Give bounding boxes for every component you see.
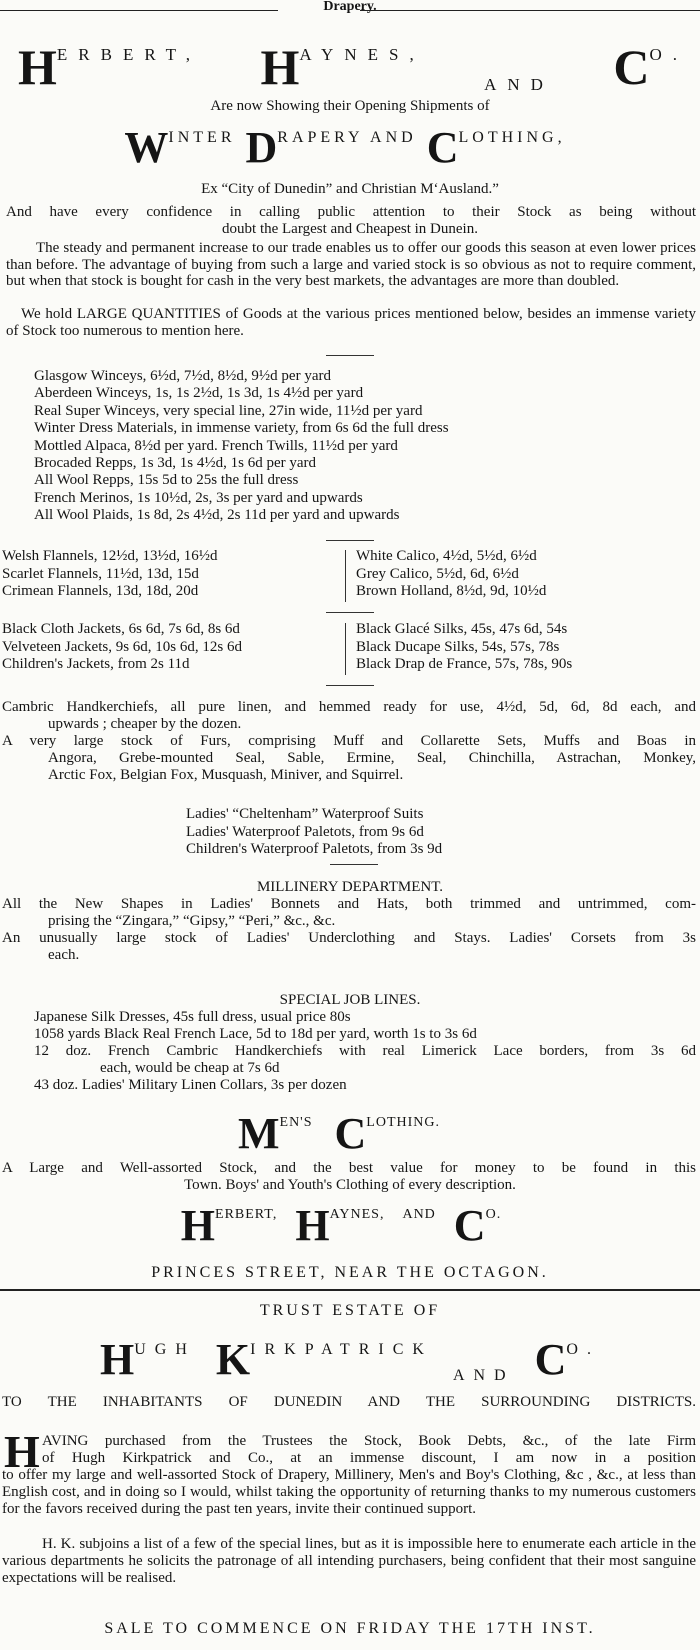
flannel-item: Crimean Flannels, 13d, 18d, 20d bbox=[2, 583, 199, 599]
price-list-item: Brocaded Repps, 1s 3d, 1s 4½d, 1s 6d per yard bbox=[34, 455, 317, 472]
showing-line: Are now Showing their Opening Shipments of bbox=[210, 98, 490, 114]
waterproof-item: Children's Waterproof Paletots, from 3s 9d bbox=[186, 841, 443, 857]
name-smallcaps: RAPERY AND bbox=[277, 129, 417, 146]
job-lines-title: SPECIAL JOB LINES. bbox=[279, 992, 421, 1008]
name-word bbox=[124, 123, 236, 172]
ornament-divider bbox=[326, 540, 374, 541]
millinery-line-4: each. bbox=[48, 947, 80, 963]
name-smallcaps: ERBERT, bbox=[215, 1207, 278, 1222]
ornament-divider bbox=[326, 612, 374, 613]
name-initial: H bbox=[180, 1201, 216, 1250]
firm-name-kirkpatrick bbox=[100, 1330, 600, 1382]
furs-line-2: Angora, Grebe-mounted Seal, Sable, Ermine, Seal, Chinchilla, Astrachan, Monkey, bbox=[48, 750, 696, 766]
job-line-2: 1058 yards Black Real French Lace, 5d to 18d per yard, worth 1s to 3s 6d bbox=[34, 1026, 477, 1042]
millinery-line-3: An unusually large stock of Ladies' Underclothing and Stays. Ladies' Corsets from 3s bbox=[2, 930, 696, 946]
waterproof-item: Ladies' Waterproof Paletots, from 9s 6d bbox=[186, 823, 424, 840]
job-line-1: Japanese Silk Dresses, 45s full dress, usual price 80s bbox=[34, 1009, 351, 1025]
header-rule-right bbox=[360, 10, 700, 11]
firm-name-herbert-haynes bbox=[18, 39, 688, 95]
paragraph-trade: The steady and permanent increase to our trade enables us to offer our goods this season at even lower prices than before. The advantage of buying from such a large and varied stock is so obvious as not to require comment, but when that stock is bought for cash in the very best markets, the advantages are more than doubled. bbox=[6, 240, 696, 289]
body-paragraph-2: H. K. subjoins a list of a few of the special lines, but as it is impossible here to enumerate each article in the various departments he solicits the patronage of all intending purchasers, being confident that their most sanguine expectations will be realised. bbox=[2, 1536, 696, 1586]
name-initial: C bbox=[334, 1109, 367, 1158]
furs-line-1: A very large stock of Furs, comprising Muff and Collarette Sets, Muffs and Boas in bbox=[2, 733, 696, 749]
name-smallcaps: AYNES, bbox=[329, 1207, 385, 1222]
millinery-line-1: All the New Shapes in Ladies' Bonnets and Hats, both trimmed and untrimmed, com- bbox=[2, 896, 696, 912]
jacket-item: Velveteen Jackets, 9s 6d, 10s 6d, 12s 6d bbox=[2, 638, 242, 655]
furs-line-3: Arctic Fox, Belgian Fox, Musquash, Miniver, and Squirrel. bbox=[48, 767, 404, 783]
ornament-divider bbox=[326, 685, 374, 686]
column-divider bbox=[345, 623, 346, 675]
waterproof-item: Ladies' “Cheltenham” Waterproof Suits bbox=[186, 806, 424, 822]
name-smallcaps: AND bbox=[452, 1367, 515, 1384]
name-smallcaps: INTER bbox=[168, 129, 236, 146]
name-initial: H bbox=[100, 1335, 135, 1384]
name-word bbox=[180, 1201, 278, 1250]
section-title: Drapery. bbox=[323, 0, 377, 14]
trust-estate-line: TRUST ESTATE OF bbox=[259, 1302, 441, 1319]
name-initial: W bbox=[124, 123, 169, 172]
name-initial: C bbox=[426, 123, 459, 172]
cambric-line-2: upwards ; cheaper by the dozen. bbox=[48, 716, 242, 732]
sale-line: SALE TO COMMENCE ON FRIDAY THE 17TH INST. bbox=[104, 1620, 596, 1637]
flannel-item: Scarlet Flannels, 11½d, 13d, 15d bbox=[2, 565, 199, 582]
ornament-divider bbox=[326, 355, 374, 356]
name-smallcaps: AYNES, bbox=[299, 45, 425, 64]
name-word bbox=[453, 1364, 515, 1382]
name-word bbox=[18, 39, 202, 95]
body-dropcap: H bbox=[4, 1426, 40, 1477]
paragraph-quantities: We hold LARGE QUANTITIES of Goods at the various prices mentioned below, besides an immense variety of Stock too numerous to mention here. bbox=[6, 306, 696, 339]
name-word bbox=[426, 123, 566, 172]
section-header bbox=[0, 0, 700, 18]
name-word bbox=[100, 1335, 196, 1384]
name-initial: H bbox=[18, 39, 57, 95]
ornament-divider bbox=[330, 864, 378, 865]
name-smallcaps: LOTHING. bbox=[366, 1115, 440, 1130]
ad-separator bbox=[0, 1289, 700, 1291]
calico-item: Grey Calico, 5½d, 6d, 6½d bbox=[356, 565, 519, 582]
name-initial: C bbox=[613, 39, 650, 95]
calico-item: White Calico, 4½d, 5½d, 6½d bbox=[356, 548, 537, 564]
intro-line-2: doubt the Largest and Cheapest in Dunein. bbox=[222, 221, 478, 237]
price-list-item: Glasgow Winceys, 6½d, 7½d, 8½d, 9½d per yard bbox=[34, 368, 331, 384]
name-initial: H bbox=[260, 39, 300, 95]
millinery-title: MILLINERY DEPARTMENT. bbox=[256, 879, 444, 895]
name-smallcaps: ERBERT, bbox=[56, 45, 202, 64]
name-initial: K bbox=[215, 1335, 251, 1384]
name-word bbox=[402, 1207, 436, 1244]
address-line: PRINCES STREET, NEAR THE OCTAGON. bbox=[151, 1264, 549, 1281]
name-smallcaps: EN'S bbox=[279, 1115, 313, 1130]
name-smallcaps: UGH bbox=[134, 1341, 196, 1358]
name-word bbox=[245, 123, 417, 172]
name-initial: D bbox=[245, 123, 278, 172]
name-smallcaps: IRKPATRICK bbox=[250, 1341, 433, 1358]
silk-item: Black Glacé Silks, 45s, 47s 6d, 54s bbox=[356, 621, 568, 637]
job-line-5: 43 doz. Ladies' Military Linen Collars, 3s per dozen bbox=[34, 1077, 347, 1093]
silk-item: Black Drap de France, 57s, 78s, 90s bbox=[356, 656, 573, 672]
name-smallcaps: O. bbox=[485, 1207, 502, 1222]
jacket-item: Black Cloth Jackets, 6s 6d, 7s 6d, 8s 6d bbox=[2, 621, 240, 637]
firm-name-footer bbox=[0, 1201, 700, 1250]
price-list-item: All Wool Repps, 15s 5d to 25s the full dress bbox=[34, 472, 299, 489]
name-initial: C bbox=[534, 1335, 567, 1384]
name-word bbox=[453, 1201, 502, 1250]
price-list-item: Winter Dress Materials, in immense variety, from 6s 6d the full dress bbox=[34, 420, 449, 437]
name-word bbox=[260, 39, 425, 95]
name-initial: M bbox=[237, 1109, 280, 1158]
job-line-3: 12 doz. French Cambric Handkerchiefs with real Limerick Lace borders, from 3s 6d bbox=[34, 1043, 696, 1059]
flannels-column bbox=[2, 548, 217, 601]
name-word bbox=[215, 1335, 433, 1384]
name-word bbox=[484, 72, 554, 92]
price-list-item: Mottled Alpaca, 8½d per yard. French Twills, 11½d per yard bbox=[34, 437, 398, 454]
job-line-4: each, would be cheap at 7s 6d bbox=[100, 1060, 280, 1076]
flannel-item: Welsh Flannels, 12½d, 13½d, 16½d bbox=[2, 548, 218, 564]
name-smallcaps: LOTHING, bbox=[458, 129, 566, 146]
waterproof-list bbox=[186, 806, 442, 859]
ship-line: Ex “City of Dunedin” and Christian M‘Ausland.” bbox=[201, 181, 499, 197]
inhabitants-line: TO THE INHABITANTS OF DUNEDIN AND THE SURROUNDING DISTRICTS. bbox=[2, 1394, 696, 1410]
name-smallcaps: O. bbox=[566, 1341, 600, 1358]
name-word bbox=[534, 1335, 600, 1384]
name-smallcaps: O. bbox=[649, 45, 688, 64]
name-word bbox=[334, 1109, 441, 1158]
jacket-item: Children's Jackets, from 2s 11d bbox=[2, 656, 190, 672]
name-initial: H bbox=[295, 1201, 330, 1250]
jackets-column bbox=[2, 621, 242, 674]
name-word bbox=[613, 39, 688, 95]
name-word bbox=[237, 1109, 313, 1158]
name-smallcaps: AND bbox=[402, 1207, 436, 1222]
mens-clothing-title bbox=[0, 1109, 700, 1158]
column-divider bbox=[345, 550, 346, 602]
name-smallcaps: AND bbox=[484, 75, 554, 94]
silk-item: Black Ducape Silks, 54s, 57s, 78s bbox=[356, 638, 560, 655]
body-line-2: of Hugh Kirkpatrick and Co., at an immense discount, I am now in a position bbox=[42, 1450, 696, 1466]
mens-line-1: A Large and Well-assorted Stock, and the best value for money to be found in this bbox=[2, 1160, 696, 1176]
name-word bbox=[295, 1201, 385, 1250]
winter-drapery-headline bbox=[0, 123, 700, 172]
intro-line-1: And have every confidence in calling public attention to their Stock as being without bbox=[6, 204, 696, 220]
price-list-item: Real Super Winceys, very special line, 27in wide, 11½d per yard bbox=[34, 402, 423, 419]
calico-item: Brown Holland, 8½d, 9d, 10½d bbox=[356, 583, 547, 599]
price-list-item: All Wool Plaids, 1s 8d, 2s 4½d, 2s 11d per yard and upwards bbox=[34, 507, 400, 524]
name-initial: C bbox=[453, 1201, 486, 1250]
price-list-item: French Merinos, 1s 10½d, 2s, 3s per yard and upwards bbox=[34, 489, 363, 506]
price-list bbox=[34, 368, 449, 525]
price-list-item: Aberdeen Winceys, 1s, 1s 2½d, 1s 3d, 1s 4½d per yard bbox=[34, 385, 364, 402]
mens-line-2: Town. Boys' and Youth's Clothing of every description. bbox=[184, 1177, 516, 1193]
silks-column bbox=[356, 621, 572, 674]
millinery-line-2: prising the “Zingara,” “Gipsy,” “Peri,” &c., &c. bbox=[48, 913, 336, 929]
cambric-line-1: Cambric Handkerchiefs, all pure linen, and hemmed ready for use, 4½d, 5d, 6d, 8d each, and bbox=[2, 699, 696, 715]
calico-column bbox=[356, 548, 546, 601]
body-line-1: AVING purchased from the Trustees the Stock, Book Debts, &c., of the late Firm bbox=[42, 1433, 696, 1449]
body-paragraph-1: to offer my large and well-assorted Stock of Drapery, Millinery, Men's and Boy's Clothing, &c , &c., at less than English cost, and in doing so I would, whilst taking the opportunity of returning thanks to my numerous customers for the favors received during the past ten years, invite their continued support. bbox=[2, 1467, 696, 1517]
